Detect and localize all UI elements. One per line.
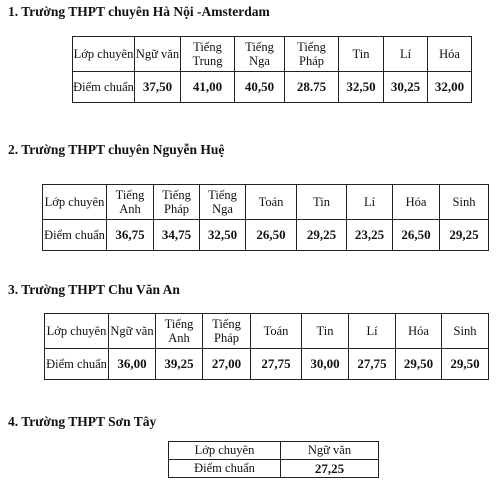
score-cell: 36,00: [109, 349, 156, 380]
section-1-heading: 1. Trường THPT chuyên Hà Nội -Amsterdam: [8, 4, 270, 19]
row-label-score: Điểm chuẩn: [45, 349, 109, 380]
score-cell: 29,50: [396, 349, 442, 380]
table-header-row: [43, 185, 489, 220]
subject-cell: Toán: [251, 314, 302, 349]
subject-cell: Tiếng Pháp: [285, 37, 339, 72]
subject-cell: Toán: [246, 185, 297, 220]
subject-cell: Tiếng Nga: [235, 37, 285, 72]
section-3-table: [44, 313, 489, 380]
score-cell: 40,50: [235, 72, 285, 103]
row-label-class: Lớp chuyên: [45, 314, 109, 349]
subject-cell: Sinh: [442, 314, 489, 349]
subject-cell: Tiếng Pháp: [203, 314, 251, 349]
table-score-row: [73, 72, 472, 103]
subject-cell: Tin: [339, 37, 384, 72]
subject-cell: Ngữ văn: [281, 442, 379, 460]
score-cell: 32,50: [339, 72, 384, 103]
score-cell: 29,25: [440, 220, 489, 251]
subject-cell: Tin: [302, 314, 349, 349]
subject-cell: Lí: [384, 37, 428, 72]
subject-cell: Lí: [349, 314, 396, 349]
row-label-score: Điểm chuẩn: [43, 220, 107, 251]
score-cell: 26,50: [246, 220, 297, 251]
table-score-row: [45, 349, 489, 380]
subject-cell: Tiếng Anh: [156, 314, 203, 349]
section-3-heading: 3. Trường THPT Chu Văn An: [8, 282, 180, 297]
score-cell: 26,50: [393, 220, 440, 251]
row-label-class: Lớp chuyên: [43, 185, 107, 220]
score-cell: 30,25: [384, 72, 428, 103]
score-cell: 27,25: [281, 460, 379, 478]
section-2-table: [42, 184, 489, 251]
section-4-heading: 4. Trường THPT Sơn Tây: [8, 414, 157, 429]
score-cell: 32,50: [200, 220, 246, 251]
subject-cell: Tiếng Pháp: [154, 185, 200, 220]
score-cell: 41,00: [181, 72, 235, 103]
subject-cell: Tiếng Nga: [200, 185, 246, 220]
score-cell: 23,25: [347, 220, 393, 251]
subject-cell: Hóa: [428, 37, 472, 72]
score-cell: 29,50: [442, 349, 489, 380]
subject-cell: Sinh: [440, 185, 489, 220]
subject-cell: Hóa: [396, 314, 442, 349]
table-header-row: [169, 442, 379, 460]
row-label-score: Điểm chuẩn: [73, 72, 135, 103]
table-score-row: [169, 460, 379, 478]
subject-cell: Tiếng Anh: [107, 185, 154, 220]
score-cell: 27,00: [203, 349, 251, 380]
subject-cell: Ngữ văn: [109, 314, 156, 349]
score-cell: 32,00: [428, 72, 472, 103]
table-header-row: [73, 37, 472, 72]
subject-cell: Hóa: [393, 185, 440, 220]
score-cell: 27,75: [349, 349, 396, 380]
row-label-class: Lớp chuyên: [169, 442, 281, 460]
subject-cell: Lí: [347, 185, 393, 220]
score-cell: 34,75: [154, 220, 200, 251]
score-cell: 37,50: [135, 72, 181, 103]
table-header-row: [45, 314, 489, 349]
section-1-table: [72, 36, 472, 103]
section-2-heading: 2. Trường THPT chuyên Nguyễn Huệ: [8, 142, 225, 157]
subject-cell: Tin: [297, 185, 347, 220]
subject-cell: Tiếng Trung: [181, 37, 235, 72]
row-label-class: Lớp chuyên: [73, 37, 135, 72]
score-cell: 36,75: [107, 220, 154, 251]
score-cell: 27,75: [251, 349, 302, 380]
score-cell: 39,25: [156, 349, 203, 380]
row-label-score: Điểm chuẩn: [169, 460, 281, 478]
subject-cell: Ngữ văn: [135, 37, 181, 72]
score-cell: 30,00: [302, 349, 349, 380]
table-score-row: [43, 220, 489, 251]
score-cell: 28.75: [285, 72, 339, 103]
score-cell: 29,25: [297, 220, 347, 251]
section-4-table: [168, 441, 379, 478]
